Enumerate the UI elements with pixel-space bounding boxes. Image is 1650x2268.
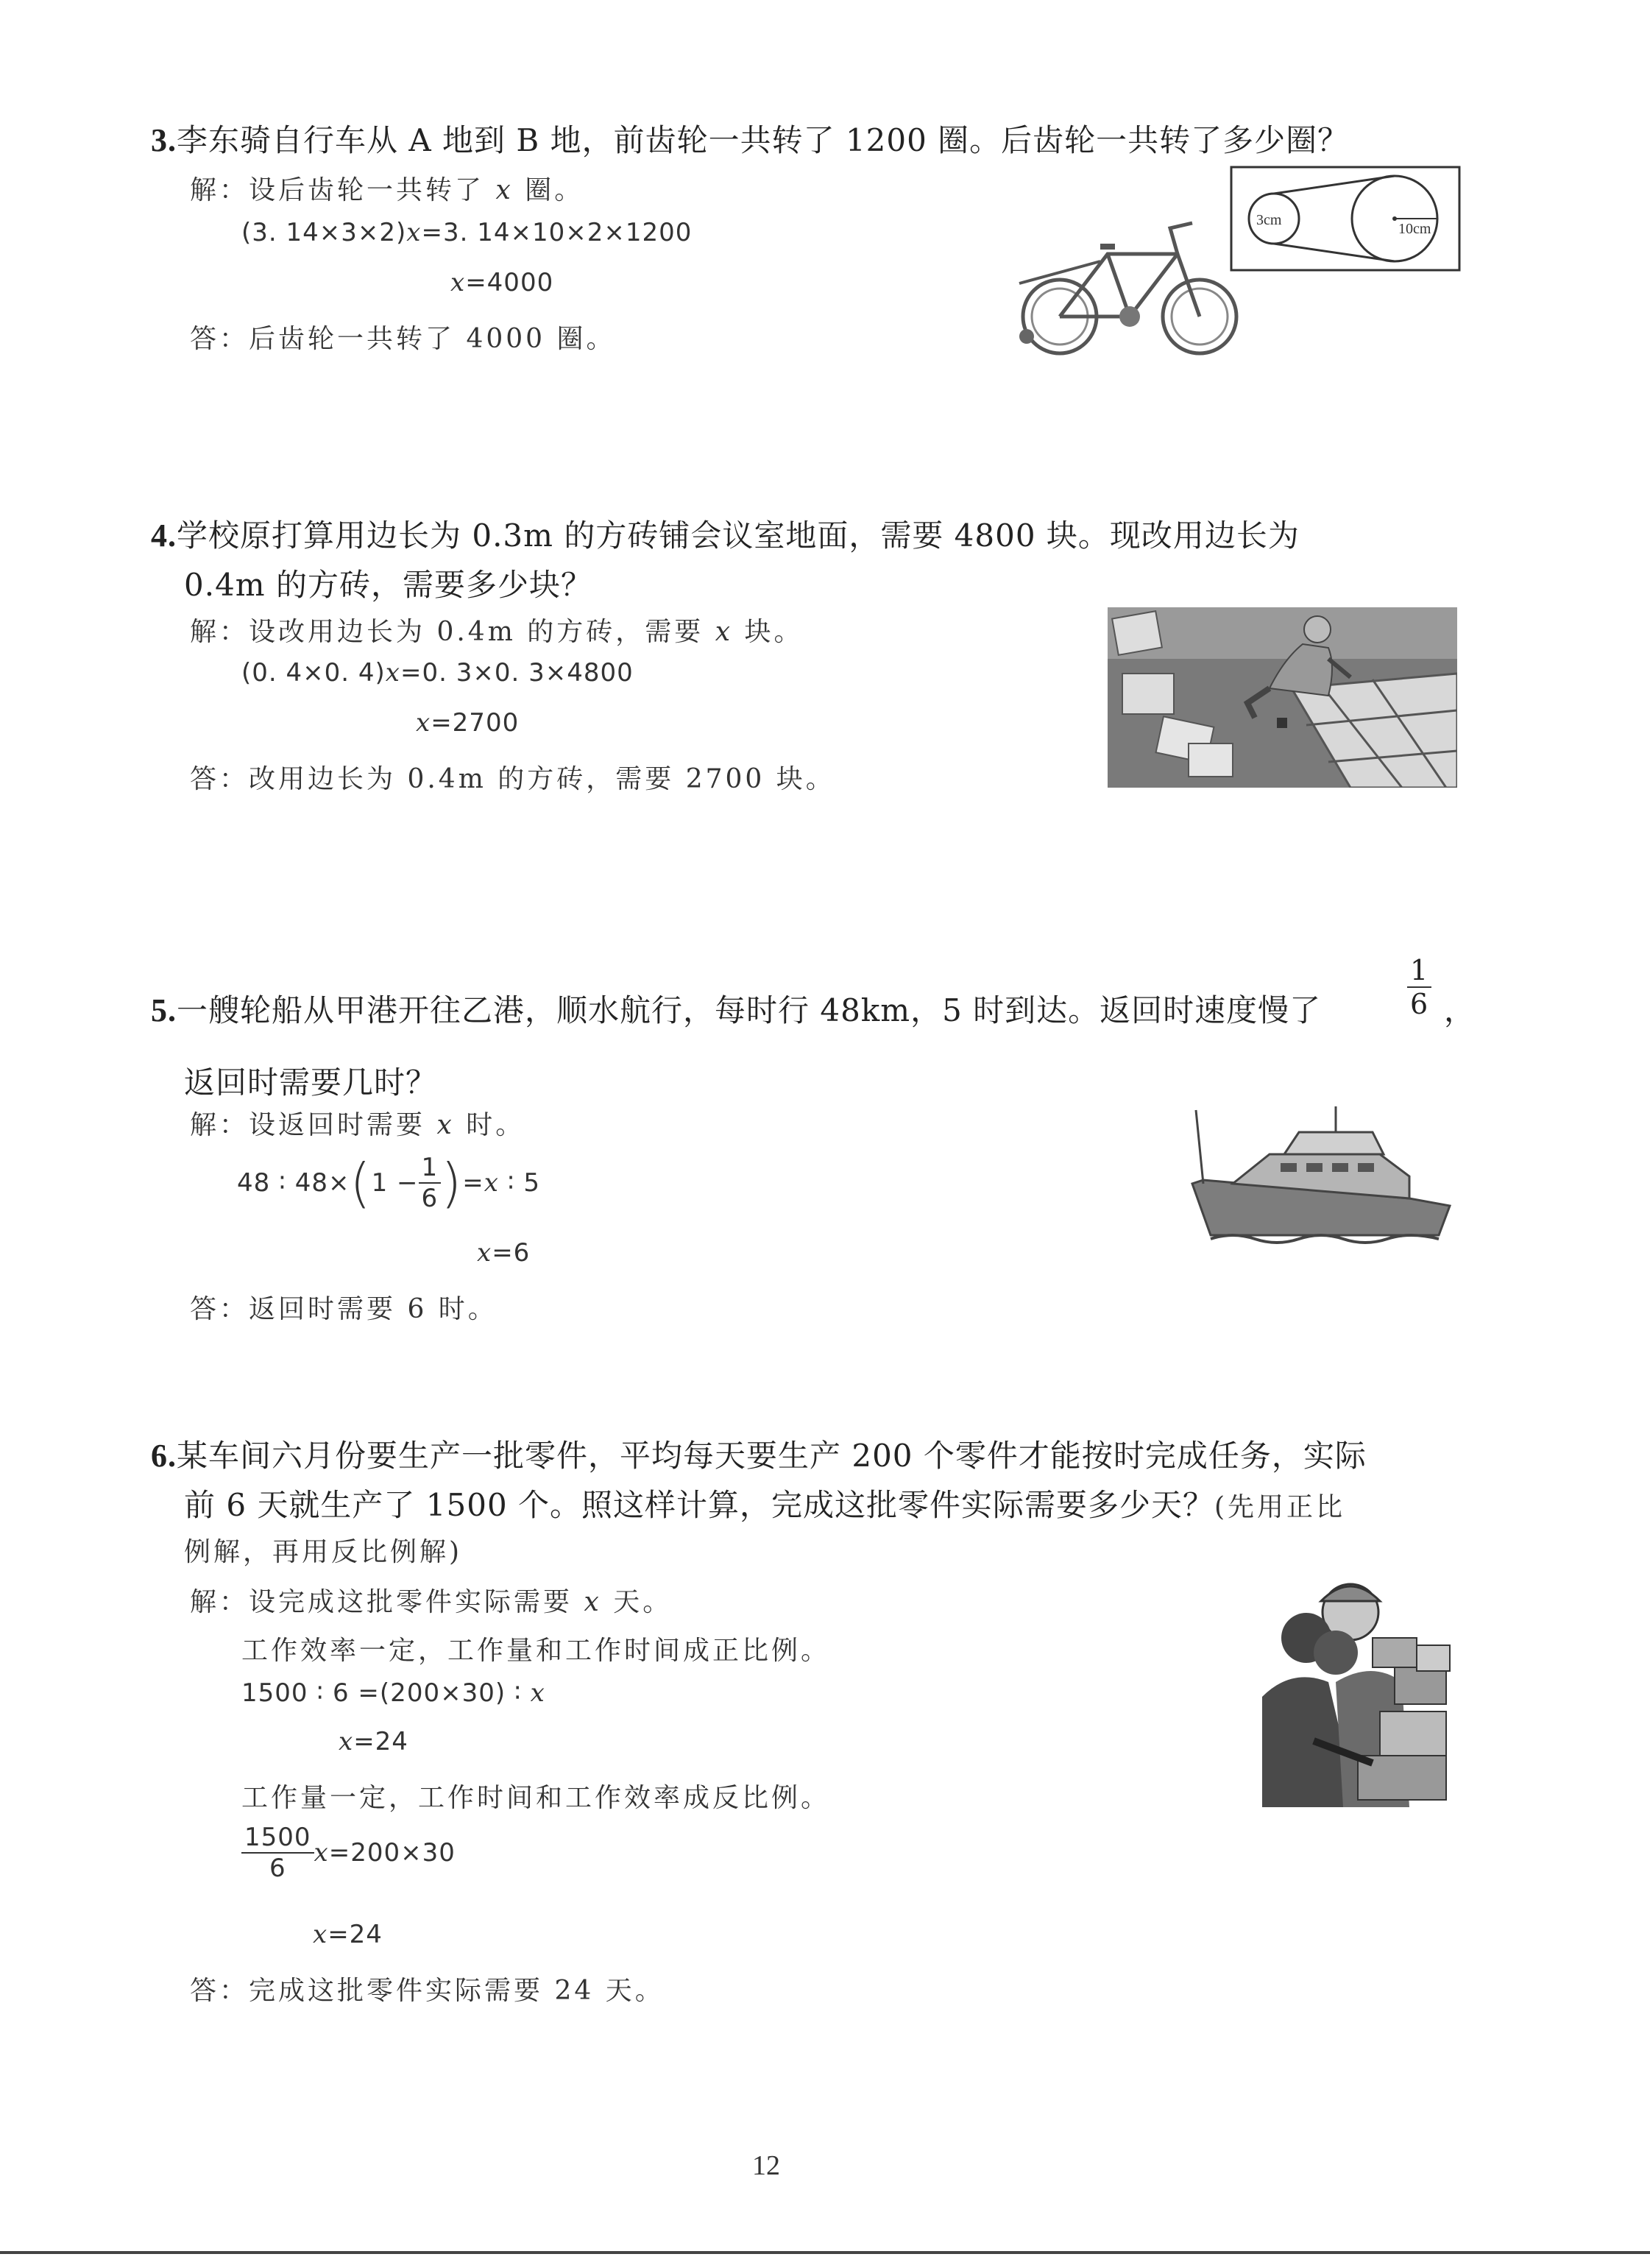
q3-text bbox=[151, 116, 1349, 160]
q6-text-line1: 6.某车间六月份要生产一批零件，平均每天要生产 200 个零件才能按时完成任务，实际 bbox=[151, 1438, 1367, 1474]
q5-answer: 答：返回时需要 6 时。 bbox=[190, 1294, 498, 1324]
page-number: 12 bbox=[752, 2150, 780, 2181]
q6-number: 6. bbox=[151, 1438, 177, 1474]
q6-note-direct-proportion: 工作效率一定，工作量和工作时间成正比例。 bbox=[241, 1636, 831, 1666]
q3-equation-2: x=4000 bbox=[450, 268, 554, 297]
q5-text-line2: 返回时需要几时？ bbox=[184, 1064, 438, 1101]
q5-text-line1: 5.一艘轮船从甲港开往乙港，顺水航行，每时行 48km，5 时到达。返回时速度慢了 bbox=[151, 992, 1322, 1028]
small-gear-label: 3cm bbox=[1256, 212, 1282, 228]
q5-fraction: $\frac{1}{6}$ bbox=[1407, 954, 1431, 1020]
q4-solution-setup: 解：设改用边长为 0.4m 的方砖，需要 x 块。 bbox=[190, 617, 804, 647]
q3-question: 李东骑自行车从 A 地到 B 地，前齿轮一共转了 1200 圈。后齿轮一共转了多少圈？ bbox=[177, 122, 1350, 158]
q3-number: 3. bbox=[151, 122, 177, 158]
bicycle-illustration bbox=[997, 166, 1461, 357]
q5-equation-1: 48 ∶ 48×(1 − $\frac{1}{6}$ )=x ∶ 5 bbox=[237, 1152, 541, 1214]
page-bottom-rule bbox=[0, 2251, 1650, 2254]
tiling-worker-illustration bbox=[1108, 607, 1457, 788]
q4-text-line1: 4.学校原打算用边长为 0.3m 的方砖铺会议室地面，需要 4800 块。现改用边长为 bbox=[151, 517, 1300, 554]
q5-solution-setup: 解：设返回时需要 x 时。 bbox=[190, 1110, 525, 1140]
q4-answer: 答：改用边长为 0.4m 的方砖，需要 2700 块。 bbox=[190, 764, 835, 794]
q6-equation-3: $\frac{1500}{6}$ x=200×30 bbox=[241, 1823, 456, 1883]
q6-equation-4: x=24 bbox=[313, 1920, 383, 1949]
q3-answer: 答：后齿轮一共转了 4000 圈。 bbox=[190, 324, 616, 354]
ship-illustration bbox=[1189, 1095, 1454, 1250]
q6-note-inverse-proportion: 工作量一定，工作时间和工作效率成反比例。 bbox=[241, 1783, 831, 1813]
q5-number: 5. bbox=[151, 992, 177, 1028]
q6-text-line3: 例解，再用反比例解) bbox=[184, 1537, 463, 1567]
q6-equation-1: 1500 ∶ 6 =(200×30) ∶ x bbox=[241, 1678, 545, 1708]
q6-solution-setup: 解：设完成这批零件实际需要 x 天。 bbox=[190, 1587, 673, 1617]
q4-equation-1: (0. 4×0. 4)x=0. 3×0. 3×4800 bbox=[241, 658, 634, 688]
factory-workers-illustration bbox=[1247, 1572, 1457, 1811]
q3-solution-setup: 解：设后齿轮一共转了 x 圈。 bbox=[190, 175, 584, 205]
big-gear-label: 10cm bbox=[1398, 221, 1431, 237]
q5-comma: ， bbox=[1444, 992, 1476, 1028]
q4-equation-2: x=2700 bbox=[416, 708, 520, 738]
q5-equation-2: x=6 bbox=[477, 1238, 531, 1268]
q6-text-line2: 前 6 天就生产了 1500 个。照这样计算，完成这批零件实际需要多少天？(先用正比 bbox=[184, 1487, 1346, 1523]
q6-answer: 答：完成这批零件实际需要 24 天。 bbox=[190, 1976, 665, 2006]
q6-equation-2: x=24 bbox=[339, 1727, 408, 1756]
q4-text-line2: 0.4m 的方砖，需要多少块？ bbox=[184, 567, 592, 603]
q3-equation-1: (3. 14×3×2)x=3. 14×10×2×1200 bbox=[241, 218, 693, 247]
q4-number: 4. bbox=[151, 517, 177, 554]
